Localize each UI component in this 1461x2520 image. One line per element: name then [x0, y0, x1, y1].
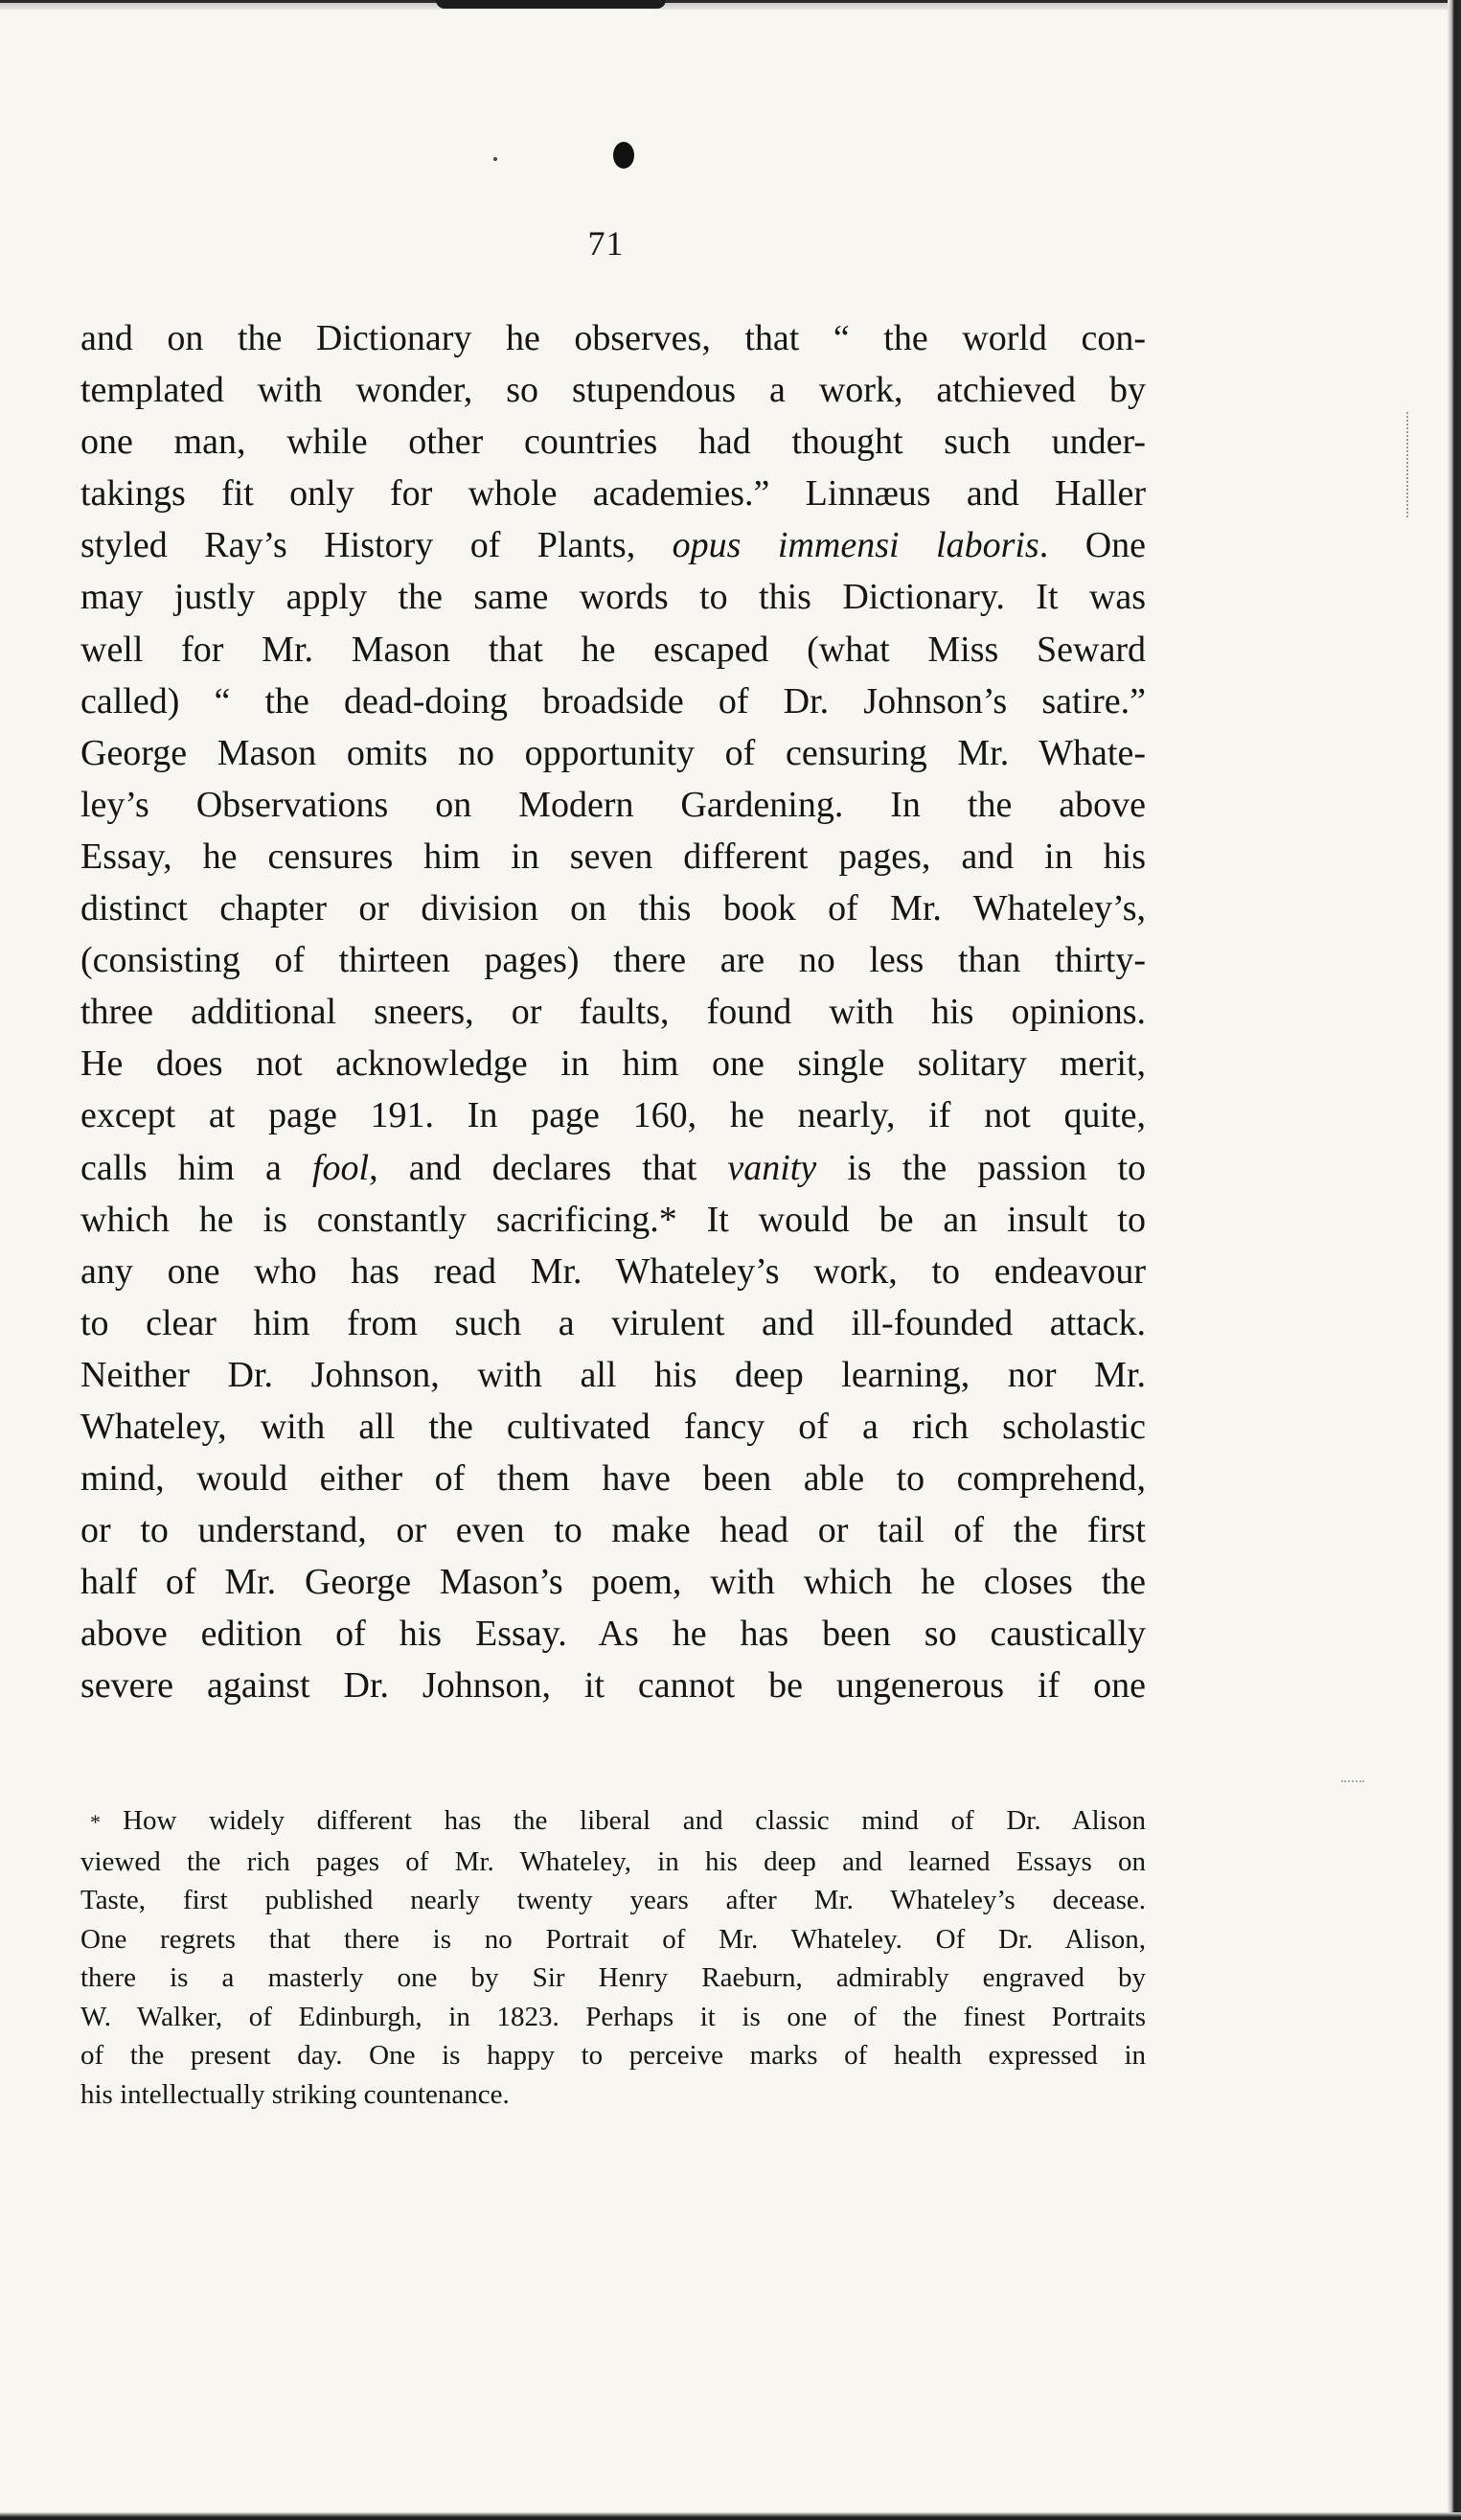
footnote-line: there is a masterly one by Sir Henry Raeburn, admirably engraved by	[80, 1962, 1146, 1993]
body-line: half of Mr. George Mason’s poem, with which he closes the	[80, 1562, 1146, 1603]
ink-blot-mark	[613, 142, 634, 169]
body-line: (consisting of thirteen pages) there are no less than thirty-	[80, 940, 1146, 981]
footnote-line: of the present day. One is happy to perceive marks of health expressed in	[80, 2040, 1146, 2071]
body-line: to clear him from such a virulent and ill-founded attack.	[80, 1302, 1146, 1343]
italic-phrase: opus immensi laboris	[672, 525, 1039, 566]
body-line: calls him a fool, and declares that vanity is the passion to	[80, 1147, 1147, 1188]
body-line: above edition of his Essay. As he has been so caustically	[80, 1614, 1146, 1655]
body-line: He does not acknowledge in him one single solitary merit,	[80, 1043, 1146, 1085]
body-line: severe against Dr. Johnson, it cannot be ungenerous if one	[80, 1665, 1146, 1707]
footnote-line: One regrets that there is no Portrait of Mr. Whateley. Of Dr. Alison,	[80, 1923, 1146, 1955]
ink-speck-mark	[493, 157, 497, 161]
footnote-line-text: How widely different has the liberal and classic mind of Dr. Alison	[123, 1805, 1146, 1836]
body-line: called) “ the dead-doing broadside of Dr. Johnson’s satire.”	[80, 680, 1146, 722]
body-text	[80, 312, 1146, 1712]
body-line: templated with wonder, so stupendous a work, atchieved by	[80, 370, 1146, 411]
body-line: Neither Dr. Johnson, with all his deep learning, nor Mr.	[80, 1354, 1146, 1395]
body-line: styled Ray’s History of Plants, opus immensi laboris. One	[80, 525, 1146, 566]
italic-phrase: fool	[311, 1147, 370, 1188]
body-line: well for Mr. Mason that he escaped (what Miss Seward	[80, 629, 1146, 670]
margin-specks-lower	[1341, 1780, 1364, 1796]
footnote-line: viewed the rich pages of Mr. Whateley, in his deep and learned Essays on	[80, 1845, 1146, 1877]
body-line: any one who has read Mr. Whateley’s work, to endeavour	[80, 1250, 1146, 1292]
body-line: Whateley, with all the cultivated fancy of a rich scholastic	[80, 1406, 1146, 1447]
footnote-line: * How widely different has the liberal and classic mind of Dr. Alison	[90, 1805, 1146, 1836]
binding-ornament	[436, 0, 666, 9]
scan-bottom-edge	[0, 2512, 1461, 2520]
body-line: Essay, he censures him in seven different pages, and in his	[80, 836, 1146, 877]
footnote-line: his intellectually striking countenance.	[80, 2078, 510, 2110]
body-line: or to understand, or even to make head or tail of the first	[80, 1510, 1146, 1551]
body-line: except at page 191. In page 160, he nearly, if not quite,	[80, 1095, 1146, 1136]
body-line: mind, would either of them have been able to comprehend,	[80, 1458, 1146, 1500]
scan-right-edge	[1448, 0, 1461, 2520]
body-line: distinct chapter or division on this book of Mr. Whateley’s,	[80, 888, 1146, 929]
margin-specks	[1406, 412, 1414, 517]
footnote-line: W. Walker, of Edinburgh, in 1823. Perhaps it is one of the finest Portraits	[80, 2001, 1146, 2032]
body-line: one man, while other countries had thought such under-	[80, 422, 1146, 463]
body-line: which he is constantly sacrificing.* It would be an insult to	[80, 1199, 1146, 1240]
page-number: 71	[587, 224, 625, 263]
body-line: takings fit only for whole academies.” Linnæus and Haller	[80, 473, 1146, 515]
footnote	[80, 1801, 1146, 2114]
body-line: ley’s Observations on Modern Gardening. In the above	[80, 784, 1146, 825]
scan-top-edge	[0, 0, 1461, 10]
body-line: three additional sneers, or faults, found with his opinions.	[80, 992, 1146, 1033]
italic-phrase: vanity	[727, 1147, 817, 1188]
footnote-line: Taste, first published nearly twenty years after Mr. Whateley’s decease.	[80, 1885, 1146, 1915]
body-line: George Mason omits no opportunity of censuring Mr. Whate-	[80, 732, 1146, 773]
body-line: may justly apply the same words to this Dictionary. It was	[80, 577, 1146, 618]
body-line: and on the Dictionary he observes, that “ the world con-	[80, 318, 1146, 358]
